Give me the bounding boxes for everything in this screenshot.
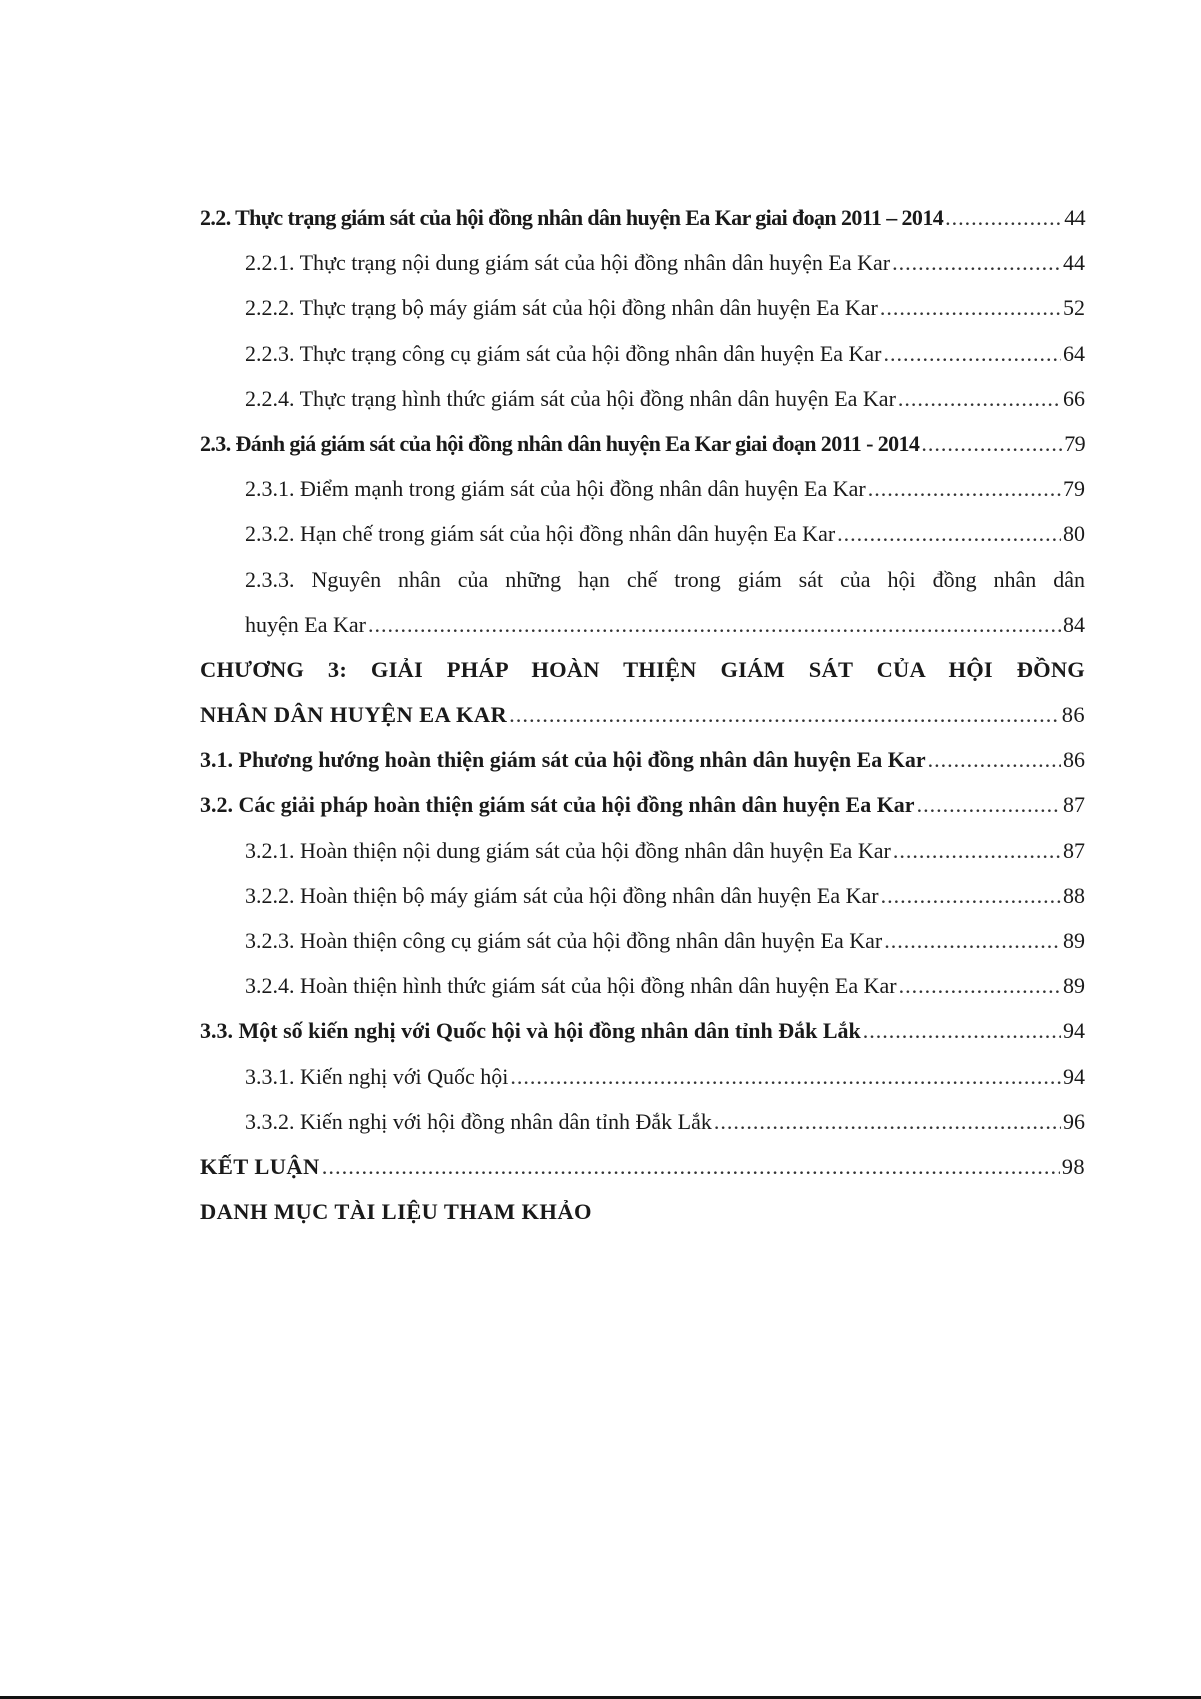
toc-page-number: 89 xyxy=(1063,973,1085,999)
toc-dot-leader xyxy=(898,376,1061,421)
toc-entry-title: 3.2. Các giải pháp hoàn thiện giám sát của hội đồng nhân dân huyện Ea Kar xyxy=(200,792,915,818)
toc-page-number: 80 xyxy=(1063,521,1085,547)
toc-entry-title: 3.2.1. Hoàn thiện nội dung giám sát của hội đồng nhân dân huyện Ea Kar xyxy=(245,837,891,863)
toc-entry-title: 3.3. Một số kiến nghị với Quốc hội và hội đồng nhân dân tỉnh Đắk Lắk xyxy=(200,1018,861,1044)
toc-page-number: 79 xyxy=(1064,430,1085,456)
toc-page-number: 96 xyxy=(1063,1108,1085,1134)
toc-entry-3-1[interactable] xyxy=(200,737,1085,782)
toc-dot-leader xyxy=(921,421,1062,466)
toc-entry-title: 2.2.4. Thực trạng hình thức giám sát của hội đồng nhân dân huyện Ea Kar xyxy=(245,385,896,411)
toc-chapter-title: CHƯƠNG 3: GIẢI PHÁP HOÀN THIỆN GIÁM SÁT CỦA HỘI ĐỒNG xyxy=(200,656,1085,682)
toc-page-number: 87 xyxy=(1063,792,1085,818)
toc-page-number: 84 xyxy=(1063,611,1085,637)
toc-dot-leader xyxy=(880,285,1061,330)
toc-entry-2-3-1[interactable] xyxy=(200,466,1085,511)
toc-entry-2-3-2[interactable] xyxy=(200,511,1085,556)
toc-entry-2-3-3-line1[interactable] xyxy=(200,557,1085,602)
toc-entry-title: 3.3.2. Kiến nghị với hội đồng nhân dân tỉnh Đắk Lắk xyxy=(245,1108,712,1134)
toc-chapter-title-continued: NHÂN DÂN HUYỆN EA KAR xyxy=(200,702,508,728)
toc-dot-leader xyxy=(945,195,1062,240)
toc-dot-leader xyxy=(917,782,1061,827)
toc-entry-3-2[interactable] xyxy=(200,782,1085,827)
toc-page-number: 44 xyxy=(1064,205,1085,230)
toc-entry-2-2-2[interactable] xyxy=(200,285,1085,330)
toc-entry-chapter-3-line2[interactable] xyxy=(200,692,1085,737)
toc-dot-leader xyxy=(509,692,1060,737)
toc-page-number: 86 xyxy=(1063,747,1085,773)
toc-entry-title: 2.2.3. Thực trạng công cụ giám sát của hội đồng nhân dân huyện Ea Kar xyxy=(245,340,882,366)
toc-entry-references[interactable] xyxy=(200,1189,1085,1234)
toc-entry-2-3[interactable] xyxy=(200,421,1085,466)
toc-entry-title: 2.2. Thực trạng giám sát của hội đồng nhân dân huyện Ea Kar giai đoạn 2011 – 2014 xyxy=(200,205,944,230)
toc-page-number: 89 xyxy=(1063,928,1085,953)
toc-entry-2-2-4[interactable] xyxy=(200,376,1085,421)
table-of-contents xyxy=(200,195,1085,1234)
toc-entry-chapter-3-line1[interactable] xyxy=(200,647,1085,692)
toc-entry-title: 2.3.3. Nguyên nhân của những hạn chế trong giám sát của hội đồng nhân dân xyxy=(245,566,1085,592)
toc-entry-conclusion[interactable] xyxy=(200,1144,1085,1189)
toc-entry-3-2-1[interactable] xyxy=(200,828,1085,873)
toc-entry-title: 2.3. Đánh giá giám sát của hội đồng nhân dân huyện Ea Kar giai đoạn 2011 - 2014 xyxy=(200,430,920,456)
toc-entry-3-3[interactable] xyxy=(200,1008,1085,1053)
toc-entry-title: 2.2.1. Thực trạng nội dung giám sát của hội đồng nhân dân huyện Ea Kar xyxy=(245,250,891,276)
toc-dot-leader xyxy=(928,737,1061,782)
toc-entry-3-2-3[interactable] xyxy=(200,918,1085,963)
toc-dot-leader xyxy=(884,331,1061,376)
toc-dot-leader xyxy=(837,511,1061,556)
toc-entry-title-continued: huyện Ea Kar xyxy=(245,611,366,637)
toc-entry-title: 3.3.1. Kiến nghị với Quốc hội xyxy=(245,1063,509,1089)
toc-dot-leader xyxy=(322,1144,1060,1189)
toc-entry-title: DANH MỤC TÀI LIỆU THAM KHẢO xyxy=(200,1199,592,1225)
toc-dot-leader xyxy=(714,1099,1061,1144)
toc-page-number: 79 xyxy=(1063,476,1085,502)
toc-entry-title: 3.2.2. Hoàn thiện bộ máy giám sát của hội đồng nhân dân huyện Ea Kar xyxy=(245,882,879,908)
toc-entry-title: KẾT LUẬN xyxy=(200,1153,320,1179)
toc-entry-3-2-4[interactable] xyxy=(200,963,1085,1008)
toc-dot-leader xyxy=(510,1054,1061,1099)
toc-page-number: 52 xyxy=(1063,295,1085,321)
toc-page-number: 86 xyxy=(1061,702,1085,728)
toc-entry-2-3-3-line2[interactable] xyxy=(200,602,1085,647)
toc-entry-2-2[interactable] xyxy=(200,195,1085,240)
toc-entry-3-2-2[interactable] xyxy=(200,873,1085,918)
toc-page-number: 88 xyxy=(1063,882,1085,908)
toc-dot-leader xyxy=(863,1008,1061,1053)
toc-entry-title: 2.3.1. Điểm mạnh trong giám sát của hội đồng nhân dân huyện Ea Kar xyxy=(245,476,866,502)
toc-page-number: 44 xyxy=(1063,250,1085,276)
toc-entry-title: 3.1. Phương hướng hoàn thiện giám sát của hội đồng nhân dân huyện Ea Kar xyxy=(200,747,926,773)
toc-entry-title: 3.2.3. Hoàn thiện công cụ giám sát của hội đồng nhân dân huyện Ea Kar xyxy=(245,928,883,953)
toc-page-number: 94 xyxy=(1063,1063,1085,1089)
toc-page-number: 64 xyxy=(1063,340,1085,366)
toc-page-number: 98 xyxy=(1061,1153,1085,1179)
toc-page-number: 87 xyxy=(1063,837,1085,863)
toc-entry-3-3-1[interactable] xyxy=(200,1054,1085,1099)
toc-page-number: 66 xyxy=(1063,385,1085,411)
toc-dot-leader xyxy=(881,873,1061,918)
toc-entry-2-2-3[interactable] xyxy=(200,331,1085,376)
toc-dot-leader xyxy=(868,466,1061,511)
toc-entry-title: 3.2.4. Hoàn thiện hình thức giám sát của hội đồng nhân dân huyện Ea Kar xyxy=(245,973,897,999)
toc-entry-2-2-1[interactable] xyxy=(200,240,1085,285)
toc-dot-leader xyxy=(892,240,1061,285)
toc-dot-leader xyxy=(368,602,1061,647)
toc-entry-title: 2.3.2. Hạn chế trong giám sát của hội đồng nhân dân huyện Ea Kar xyxy=(245,521,836,547)
toc-dot-leader xyxy=(899,963,1061,1008)
toc-dot-leader xyxy=(893,828,1061,873)
toc-entry-3-3-2[interactable] xyxy=(200,1099,1085,1144)
toc-dot-leader xyxy=(884,918,1061,963)
toc-page-number: 94 xyxy=(1063,1018,1085,1044)
toc-entry-title: 2.2.2. Thực trạng bộ máy giám sát của hội đồng nhân dân huyện Ea Kar xyxy=(245,295,878,321)
